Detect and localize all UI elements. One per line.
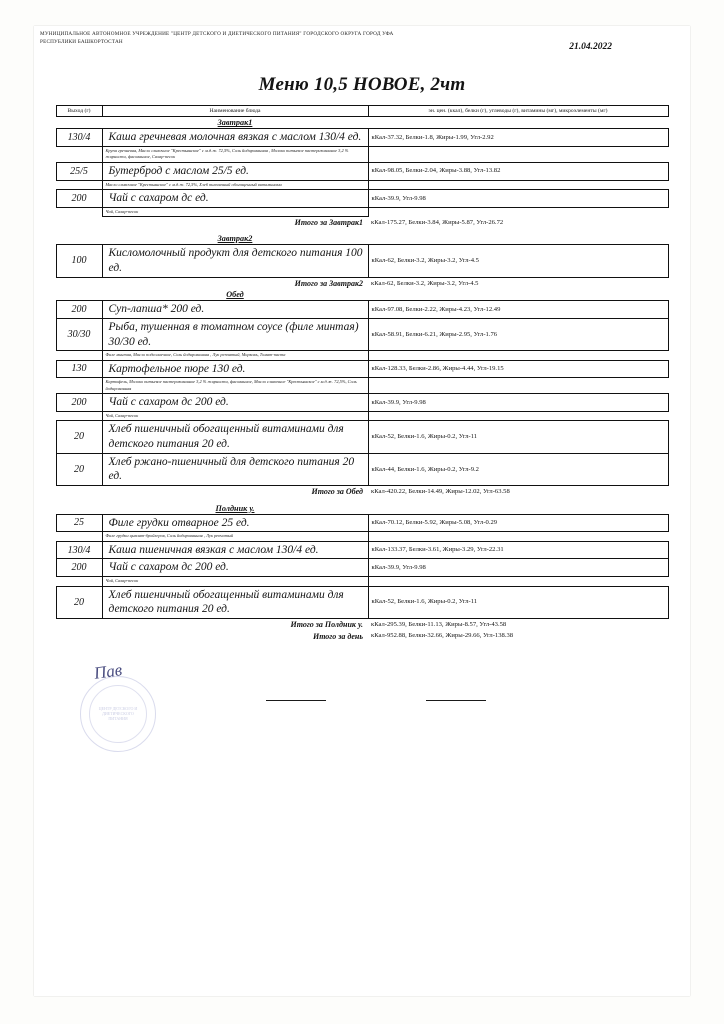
row-nutrition: кКал-70.12, Белки-5.92, Жиры-5.08, Угл-0.29 bbox=[368, 514, 668, 532]
signature-area bbox=[34, 656, 690, 746]
ingredients-row bbox=[56, 532, 668, 541]
row-ingredients: Чай, Сахар-песок bbox=[102, 411, 368, 420]
section-total-row bbox=[56, 618, 668, 630]
row-nutrition: кКал-52, Белки-1.6, Жиры-0.2, Угл-11 bbox=[368, 421, 668, 453]
organization-name: МУНИЦИПАЛЬНОЕ АВТОНОМНОЕ УЧРЕЖДЕНИЕ "ЦЕНТР ДЕТСКОГО И ДИЕТИЧЕСКОГО ПИТАНИЯ" ГОРОДСКОГО ОКРУГА ГОРОД УФА РЕСПУБЛИКИ БАШКОРТОСТАН bbox=[40, 31, 394, 46]
ingredients-row bbox=[56, 351, 668, 360]
header-name: Наименование блюда bbox=[102, 106, 368, 117]
row-nutrition: кКал-98.05, Белки-2.04, Жиры-3.88, Угл-13.82 bbox=[368, 162, 668, 180]
row-dish: Хлеб пшеничный обогащенный витаминами для детского питания 20 ед. bbox=[102, 586, 368, 618]
section-title: Завтрак2 bbox=[217, 234, 253, 244]
table-row bbox=[56, 394, 668, 412]
row-dish: Чай с сахаром дс 200 ед. bbox=[102, 559, 368, 577]
table-row bbox=[56, 245, 668, 277]
signature-line-1 bbox=[266, 700, 326, 701]
row-nutrition: кКал-97.08, Белки-2.22, Жиры-4.23, Угл-12.49 bbox=[368, 301, 668, 319]
document-header bbox=[34, 26, 690, 64]
row-dish: Бутерброд с маслом 25/5 ед. bbox=[102, 162, 368, 180]
row-output: 200 bbox=[56, 301, 102, 319]
section-header-row bbox=[56, 233, 668, 245]
section-title: Завтрак1 bbox=[217, 118, 253, 128]
section-header-row bbox=[56, 117, 668, 129]
ingredients-row bbox=[56, 577, 668, 586]
section-total-value: кКал-62, Белки-3.2, Жиры-3.2, Угл-4.5 bbox=[371, 279, 479, 287]
section-header-row bbox=[56, 503, 668, 515]
day-total-value: кКал-952.88, Белки-32.66, Жиры-29.66, Угл-138.38 bbox=[371, 632, 514, 640]
row-dish: Картофельное пюре 130 ед. bbox=[102, 360, 368, 378]
row-nutrition: кКал-44, Белки-1.6, Жиры-0.2, Угл-9.2 bbox=[368, 453, 668, 485]
table-row bbox=[56, 514, 668, 532]
section-title: Обед bbox=[226, 290, 244, 300]
row-output: 200 bbox=[56, 559, 102, 577]
row-nutrition: кКал-39.9, Угл-9.98 bbox=[368, 559, 668, 577]
row-nutrition: кКал-62, Белки-3.2, Жиры-3.2, Угл-4.5 bbox=[368, 245, 668, 277]
ingredients-row bbox=[56, 180, 668, 189]
row-output: 100 bbox=[56, 245, 102, 277]
section-total-label: Итого за Завтрак1 bbox=[294, 218, 363, 228]
table-row bbox=[56, 453, 668, 485]
section-title: Полдник у. bbox=[215, 503, 255, 513]
section-total-row bbox=[56, 277, 668, 289]
section-total-row bbox=[56, 486, 668, 498]
row-nutrition: кКал-39.9, Угл-9.98 bbox=[368, 189, 668, 207]
row-nutrition: кКал-58.91, Белки-6.21, Жиры-2.95, Угл-1.76 bbox=[368, 318, 668, 350]
day-total-row bbox=[56, 630, 668, 642]
header-output: Выход (г) bbox=[56, 106, 102, 117]
section-total-value: кКал-420.22, Белки-14.49, Жиры-12.02, Угл-63.58 bbox=[371, 488, 510, 496]
row-output: 130 bbox=[56, 360, 102, 378]
row-output: 20 bbox=[56, 421, 102, 453]
row-output: 25/5 bbox=[56, 162, 102, 180]
row-dish: Чай с сахаром дс 200 ед. bbox=[102, 394, 368, 412]
section-total-value: кКал-295.39, Белки-11.13, Жиры-8.57, Угл-43.58 bbox=[371, 620, 507, 628]
table-row bbox=[56, 129, 668, 147]
row-nutrition: кКал-128.33, Белки-2.86, Жиры-4.44, Угл-19.15 bbox=[368, 360, 668, 378]
row-output: 20 bbox=[56, 586, 102, 618]
row-nutrition: кКал-52, Белки-1.6, Жиры-0.2, Угл-11 bbox=[368, 586, 668, 618]
row-ingredients: Чай, Сахар-песок bbox=[102, 577, 368, 586]
ingredients-row bbox=[56, 411, 668, 420]
row-output: 130/4 bbox=[56, 541, 102, 559]
row-ingredients: Масло сливочное "Крестьянское" с м.д.ж. 72,5%, Хлеб пшеничный обогащенный витаминами bbox=[102, 180, 368, 189]
handwritten-signature: Пав bbox=[92, 660, 124, 683]
row-ingredients: Крупа гречневая, Масло сливочное "Крестьянское" с м.д.ж. 72,5%, Соль йодированная , Молоко питьевое пастеризованное 3,2 % жирности, фасованное, Сахар-песок bbox=[102, 147, 368, 163]
document-sheet bbox=[34, 26, 690, 996]
menu-table bbox=[56, 105, 669, 642]
table-row bbox=[56, 318, 668, 350]
row-dish: Филе грудки отварное 25 ед. bbox=[102, 514, 368, 532]
table-row bbox=[56, 162, 668, 180]
table-row bbox=[56, 301, 668, 319]
table-row bbox=[56, 586, 668, 618]
row-ingredients: Картофель, Молоко питьевое пастеризованное 3,2 % жирности, фасованное, Масло сливочное "Крестьянское" с м.д.ж. 72,5%, Соль йодированная bbox=[102, 378, 368, 394]
section-total-value: кКал-175.27, Белки-3.84, Жиры-5.87, Угл-26.72 bbox=[371, 218, 504, 226]
row-nutrition: кКал-37.32, Белки-1.8, Жиры-1.99, Угл-2.92 bbox=[368, 129, 668, 147]
table-row bbox=[56, 360, 668, 378]
section-header-row bbox=[56, 289, 668, 301]
row-output: 30/30 bbox=[56, 318, 102, 350]
table-row bbox=[56, 421, 668, 453]
row-output: 25 bbox=[56, 514, 102, 532]
table-row bbox=[56, 541, 668, 559]
row-output: 200 bbox=[56, 394, 102, 412]
row-dish: Хлеб пшеничный обогащенный витаминами для детского питания 20 ед. bbox=[102, 421, 368, 453]
ingredients-row bbox=[56, 378, 668, 394]
row-dish: Хлеб ржано-пшеничный для детского питания 20 ед. bbox=[102, 453, 368, 485]
section-total-label: Итого за Полдник у. bbox=[290, 620, 363, 630]
row-nutrition: кКал-133.37, Белки-3.61, Жиры-3.29, Угл-22.31 bbox=[368, 541, 668, 559]
row-dish: Рыба, тушенная в томатном соусе (филе минтая) 30/30 ед. bbox=[102, 318, 368, 350]
table-row bbox=[56, 559, 668, 577]
section-total-label: Итого за Завтрак2 bbox=[294, 278, 363, 288]
official-stamp bbox=[80, 676, 156, 752]
row-ingredients: Филе минтая, Масло подсолнечное, Соль йодированная , Лук репчатый, Морковь, Томат-паста bbox=[102, 351, 368, 360]
row-output: 130/4 bbox=[56, 129, 102, 147]
table-header-row bbox=[56, 106, 668, 117]
ingredients-row bbox=[56, 207, 668, 216]
row-nutrition: кКал-39.9, Угл-9.98 bbox=[368, 394, 668, 412]
row-dish: Кисломолочный продукт для детского питания 100 ед. bbox=[102, 245, 368, 277]
row-dish: Суп-лапша* 200 ед. bbox=[102, 301, 368, 319]
row-output: 200 bbox=[56, 189, 102, 207]
row-ingredients: Чай, Сахар-песок bbox=[102, 207, 368, 216]
row-dish: Чай с сахаром дс ед. bbox=[102, 189, 368, 207]
page-title: Меню 10,5 НОВОЕ, 2чт bbox=[258, 74, 466, 95]
document-date: 21.04.2022 bbox=[569, 42, 612, 52]
signature-line-2 bbox=[426, 700, 486, 701]
row-dish: Каша гречневая молочная вязкая с маслом 130/4 ед. bbox=[102, 129, 368, 147]
section-total-row bbox=[56, 217, 668, 229]
header-nutrition: эн. цен. (ккал), белки (г), углеводы (г), витамины (мг), микроэлементы (мг) bbox=[368, 106, 668, 117]
section-total-label: Итого за Обед bbox=[311, 487, 363, 497]
row-dish: Каша пшеничная вязкая с маслом 130/4 ед. bbox=[102, 541, 368, 559]
row-output: 20 bbox=[56, 453, 102, 485]
row-ingredients: Филе грудки цыплят-бройлеров, Соль йодированная , Лук репчатый bbox=[102, 532, 368, 541]
ingredients-row bbox=[56, 147, 668, 163]
day-total-label: Итого за день bbox=[312, 631, 363, 641]
table-row bbox=[56, 189, 668, 207]
stamp-text: ЦЕНТР ДЕТСКОГО И ДИЕТИЧЕСКОГО ПИТАНИЯ bbox=[98, 706, 138, 722]
